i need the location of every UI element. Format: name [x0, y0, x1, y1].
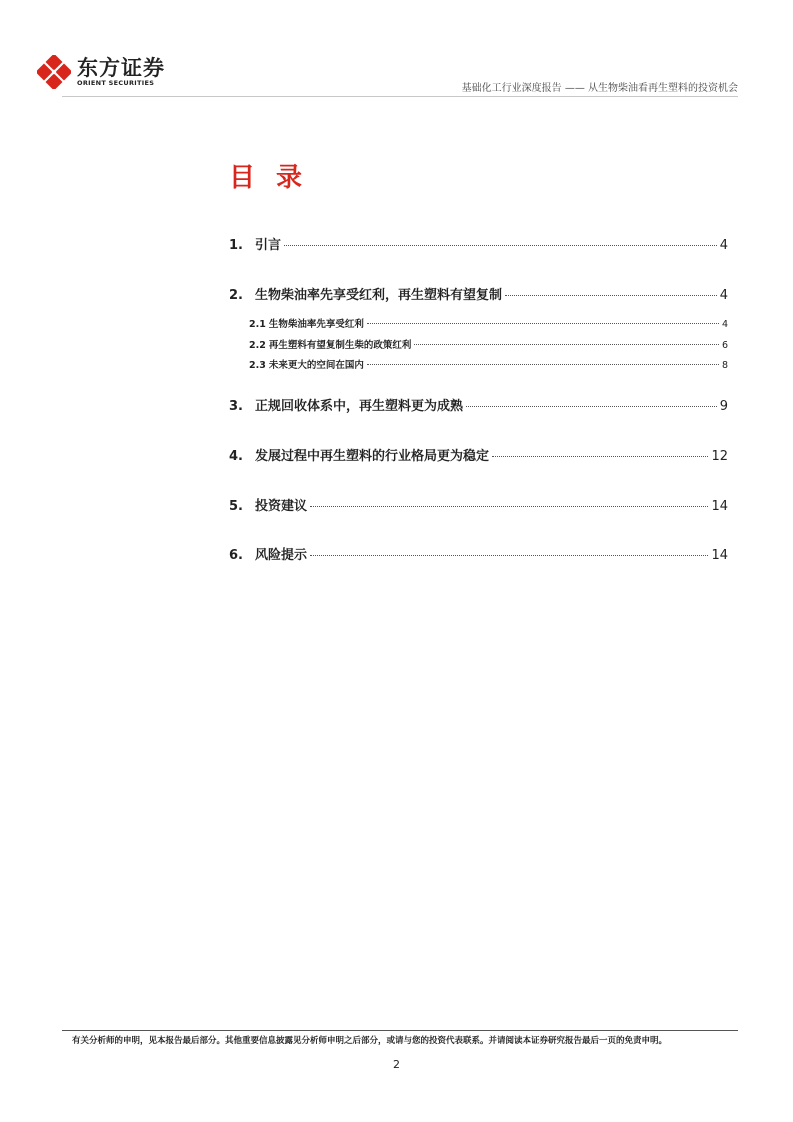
toc-leader-dots	[367, 364, 719, 365]
toc-leader-dots	[310, 555, 708, 556]
toc-entry-title: 未来更大的空间在国内	[268, 360, 364, 371]
toc-leader-dots	[310, 506, 708, 507]
toc-entry[interactable]	[229, 445, 728, 464]
toc-entry-number: 2.2	[249, 340, 266, 351]
toc-subentry[interactable]	[249, 316, 728, 330]
toc-entry[interactable]	[229, 234, 728, 253]
logo-chinese-name: 东方证券	[77, 55, 165, 80]
toc-leader-dots	[367, 323, 719, 324]
orient-logo-icon	[37, 55, 71, 89]
toc-entry-page: 4	[719, 288, 728, 303]
toc-entry-page: 4	[721, 319, 728, 330]
toc-entry-number: 2.1	[249, 319, 266, 330]
toc-entry-number: 3.	[229, 399, 243, 414]
toc-entry-page: 6	[721, 340, 728, 351]
toc-entry-title: 风险提示	[255, 548, 308, 563]
toc-entry-page: 9	[719, 399, 728, 414]
toc-leader-dots	[466, 406, 717, 407]
toc-entry-number: 6.	[229, 548, 243, 563]
toc-leader-dots	[414, 344, 719, 345]
toc-entry-number: 2.	[229, 288, 243, 303]
header-divider	[62, 96, 738, 97]
report-title: 基础化工行业深度报告 —— 从生物柴油看再生塑料的投资机会	[461, 83, 738, 94]
page-number: 2	[393, 1058, 400, 1071]
toc-entry-number: 4.	[229, 449, 243, 464]
toc-entry-title: 投资建议	[255, 499, 308, 514]
toc-entry-page: 14	[711, 499, 728, 514]
toc-entry-page: 12	[711, 449, 728, 464]
toc-entry-page: 14	[711, 548, 728, 563]
toc-entry-page: 4	[719, 238, 728, 253]
logo-english-name: ORIENT SECURITIES	[77, 78, 155, 87]
toc-leader-dots	[505, 295, 717, 296]
toc-entry-number: 1.	[229, 238, 243, 253]
company-logo	[37, 55, 165, 89]
toc-entry[interactable]	[229, 495, 728, 514]
toc-entry[interactable]	[229, 395, 728, 414]
footer-divider	[62, 1030, 738, 1031]
toc-entry[interactable]	[229, 544, 728, 563]
toc-entry-title: 再生塑料有望复制生柴的政策红利	[268, 340, 412, 351]
toc-subentry[interactable]	[249, 357, 728, 371]
toc-heading: 目 录	[229, 163, 309, 193]
toc-entry-title: 发展过程中再生塑料的行业格局更为稳定	[255, 449, 490, 464]
toc-leader-dots	[492, 456, 708, 457]
toc-entry-title: 引言	[255, 238, 282, 253]
toc-leader-dots	[284, 245, 717, 246]
toc-entry-number: 2.3	[249, 360, 266, 371]
footer-disclaimer: 有关分析师的申明，见本报告最后部分。其他重要信息披露见分析师申明之后部分，或请与您的投资代表联系。并请阅读本证券研究报告最后一页的免责申明。	[72, 1036, 668, 1046]
toc-entry-number: 5.	[229, 499, 243, 514]
toc-subentry[interactable]	[249, 337, 728, 351]
toc-entry[interactable]	[229, 284, 728, 303]
toc-entry-title: 生物柴油率先享受红利，再生塑料有望复制	[255, 288, 503, 303]
toc-entry-title: 生物柴油率先享受红利	[268, 319, 364, 330]
toc-entry-page: 8	[721, 360, 728, 371]
toc-entry-title: 正规回收体系中，再生塑料更为成熟	[255, 399, 464, 414]
